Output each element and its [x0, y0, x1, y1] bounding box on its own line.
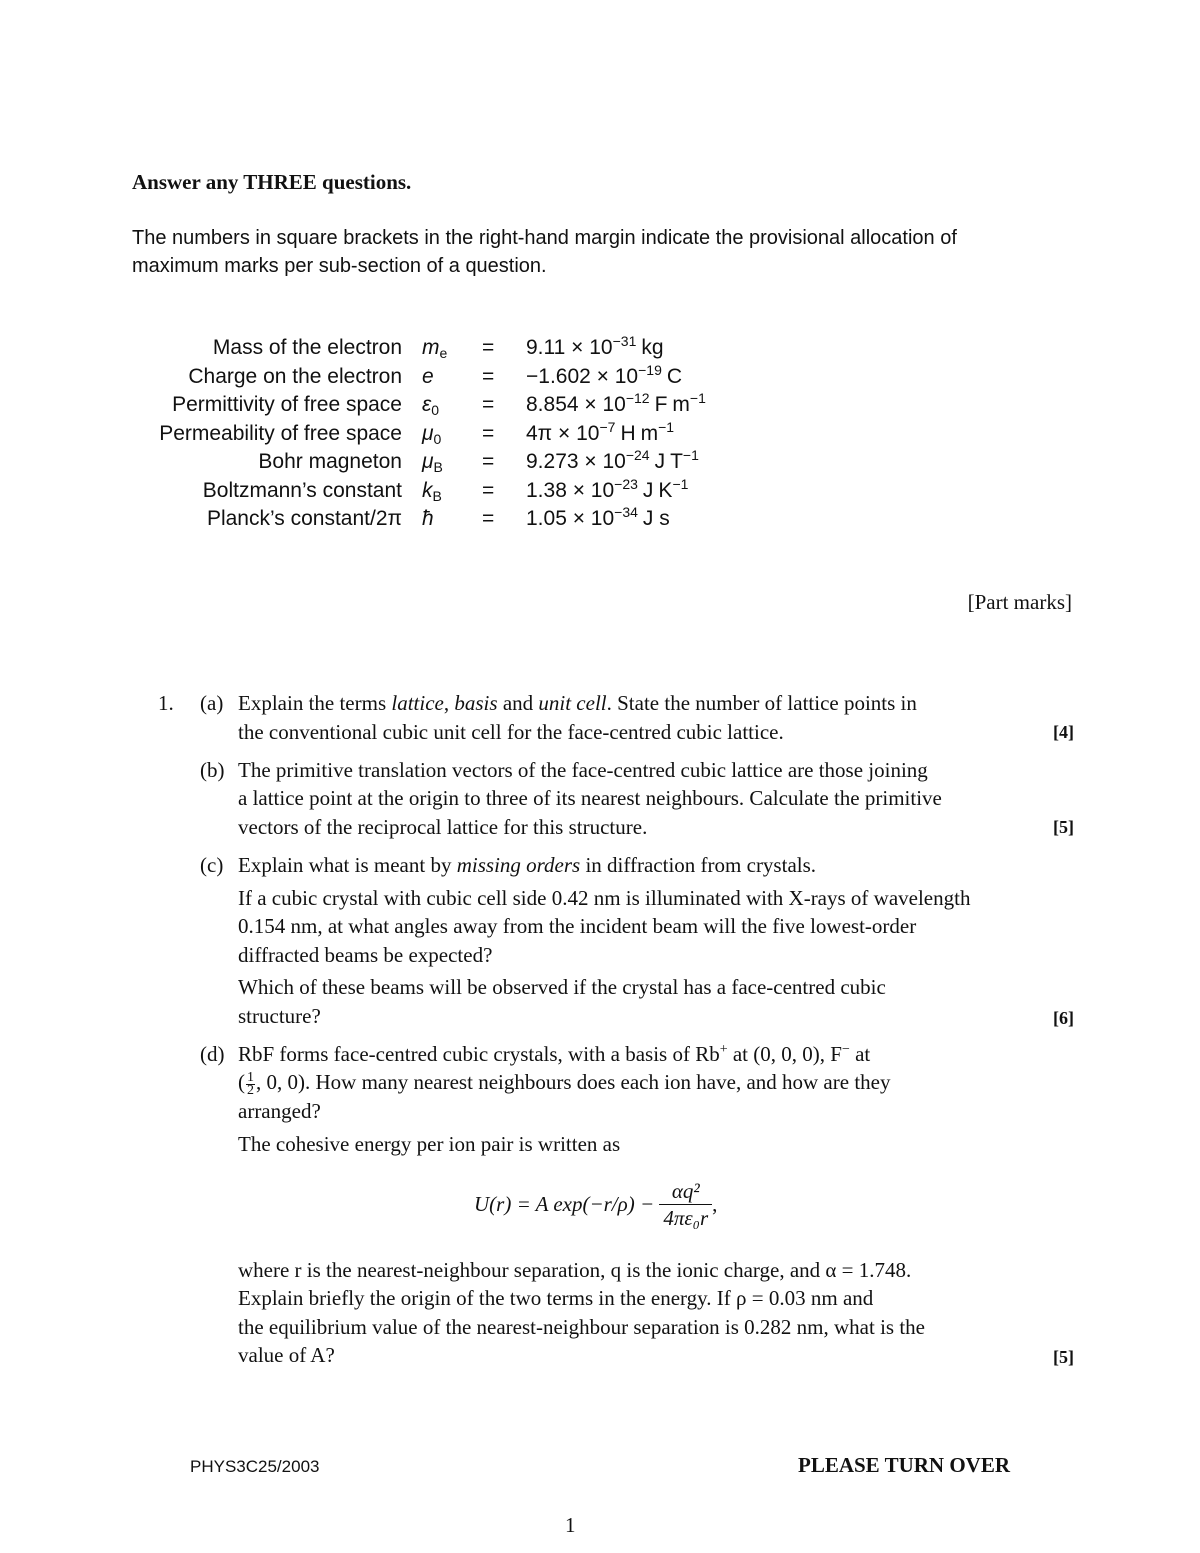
constant-symbol: $\varepsilon_0$ [422, 393, 440, 418]
part-b-mark: [5] [1053, 817, 1074, 837]
course-code: PHYS3C25/2003 [190, 1457, 320, 1476]
part-d-line7: the equilibrium value of the nearest-neighbour separation is 0.282 nm, what is the [238, 1315, 925, 1339]
part-c-label: (c) [200, 853, 224, 877]
part-d-line8: value of A? [238, 1343, 335, 1367]
instructions-heading: Answer any THREE questions. [132, 170, 412, 194]
page-number: 1 [565, 1513, 576, 1537]
part-marks-label: [Part marks] [967, 590, 1072, 614]
part-d-label: (d) [200, 1042, 225, 1066]
constant-row [140, 420, 706, 449]
part-a-mark: [4] [1053, 722, 1074, 742]
constant-name: Boltzmann’s constant [202, 478, 402, 502]
part-c-line2: If a cubic crystal with cubic cell side 0.42 nm is illuminated with X-rays of wavelength [238, 886, 971, 910]
equation-fraction: $\frac{\text{αq²}}{\text{4πε₀r}}$ [659, 1178, 712, 1231]
part-b-line1: The primitive translation vectors of the face-centred cubic lattice are those joining [238, 758, 928, 782]
constant-value: $9.273 \times 10^{-24}$ J $T^{-1}$ [526, 447, 699, 473]
instructions-note-line1: The numbers in square brackets in the right-hand margin indicate the provisional allocation of [132, 227, 957, 249]
equals-sign: = [482, 364, 495, 388]
equals-sign: = [482, 507, 495, 530]
part-c-line5: Which of these beams will be observed if the crystal has a face-centred cubic [238, 975, 886, 999]
part-c-line4: diffracted beams be expected? [238, 943, 493, 967]
part-d-line6: Explain briefly the origin of the two terms in the energy. If ρ = 0.03 nm and [238, 1286, 874, 1310]
constant-row [140, 477, 706, 506]
part-d-mark: [5] [1053, 1347, 1074, 1367]
constant-symbol: $k_B$ [422, 478, 442, 504]
constant-value: $1.05 \times 10^{-34}$ J s [526, 504, 670, 530]
part-d-line3: arranged? [238, 1099, 321, 1123]
equals-sign: = [482, 393, 495, 416]
instructions-note-line2: maximum marks per sub-section of a question. [132, 255, 547, 277]
constant-row [140, 334, 706, 363]
constant-value: $8.854 \times 10^{-12}$ F $m^{-1}$ [526, 390, 706, 416]
constant-value: $9.11 \times 10^{-31}$ kg [526, 333, 664, 359]
constant-symbol: ħ [422, 507, 434, 530]
part-d-line5: where r is the nearest-neighbour separation, q is the ionic charge, and α = 1.748. [238, 1258, 912, 1282]
question-number: 1. [158, 691, 174, 715]
part-d-line1: RbF forms face-centred cubic crystals, with a basis of Rb+ at (0, 0, 0), F− at [238, 1042, 871, 1066]
constant-name: Planck’s constant/2π [206, 507, 402, 530]
part-c-line6: structure? [238, 1004, 321, 1028]
cohesive-energy-equation: U(r) = A exp(−r/ρ) − $\frac{\text{αq²}}{\text{4πε₀r}}$ , [474, 1179, 718, 1230]
constant-value: $-1.602 \times 10^{-19}$ C [526, 361, 683, 388]
part-c-mark: [6] [1053, 1008, 1074, 1028]
constant-name: Mass of the electron [212, 336, 402, 359]
constant-row [140, 363, 706, 392]
constant-row [140, 448, 706, 477]
equals-sign: = [482, 421, 495, 445]
part-b-line2: a lattice point at the origin to three of its nearest neighbours. Calculate the primitive [238, 786, 942, 810]
constant-symbol: $m_e$ [422, 336, 448, 361]
physical-constants-table [140, 334, 706, 534]
constant-value: $1.38 \times 10^{-23}$ J $K^{-1}$ [526, 475, 689, 502]
part-d-line4: The cohesive energy per ion pair is written as [238, 1132, 621, 1156]
constant-name: Bohr magneton [258, 450, 402, 473]
part-a-label: (a) [200, 691, 224, 715]
constant-name: Permeability of free space [159, 421, 402, 445]
constant-name: Charge on the electron [188, 364, 402, 388]
part-c-line3: 0.154 nm, at what angles away from the incident beam will the five lowest-order [238, 914, 917, 938]
part-a-line2: the conventional cubic unit cell for the face-centred cubic lattice. [238, 720, 784, 744]
constant-symbol: $\mu_0$ [422, 421, 442, 447]
constant-row [140, 391, 706, 420]
part-a-line1: Explain the terms lattice, basis and unit cell. State the number of lattice points in [238, 691, 917, 715]
equals-sign: = [482, 336, 495, 359]
part-b-line3: vectors of the reciprocal lattice for this structure. [238, 815, 648, 839]
constant-name: Permittivity of free space [172, 393, 402, 416]
constant-symbol: e [422, 364, 434, 388]
constant-symbol: $\mu_B$ [422, 450, 443, 475]
one-half-fraction: $\frac{1}{2}$ [247, 1069, 254, 1098]
please-turn-over: PLEASE TURN OVER [798, 1453, 1010, 1477]
constant-row [140, 505, 706, 534]
part-c-line1: Explain what is meant by missing orders in diffraction from crystals. [238, 853, 817, 877]
constant-value: $4\pi \times 10^{-7}$ H $m^{-1}$ [526, 418, 675, 445]
part-b-label: (b) [200, 758, 225, 782]
part-d-line2: ( $\frac{1}{2}$ , 0, 0). How many nearest neighbours does each ion have, and how are they [238, 1069, 891, 1098]
equals-sign: = [482, 478, 495, 502]
equals-sign: = [482, 450, 495, 473]
